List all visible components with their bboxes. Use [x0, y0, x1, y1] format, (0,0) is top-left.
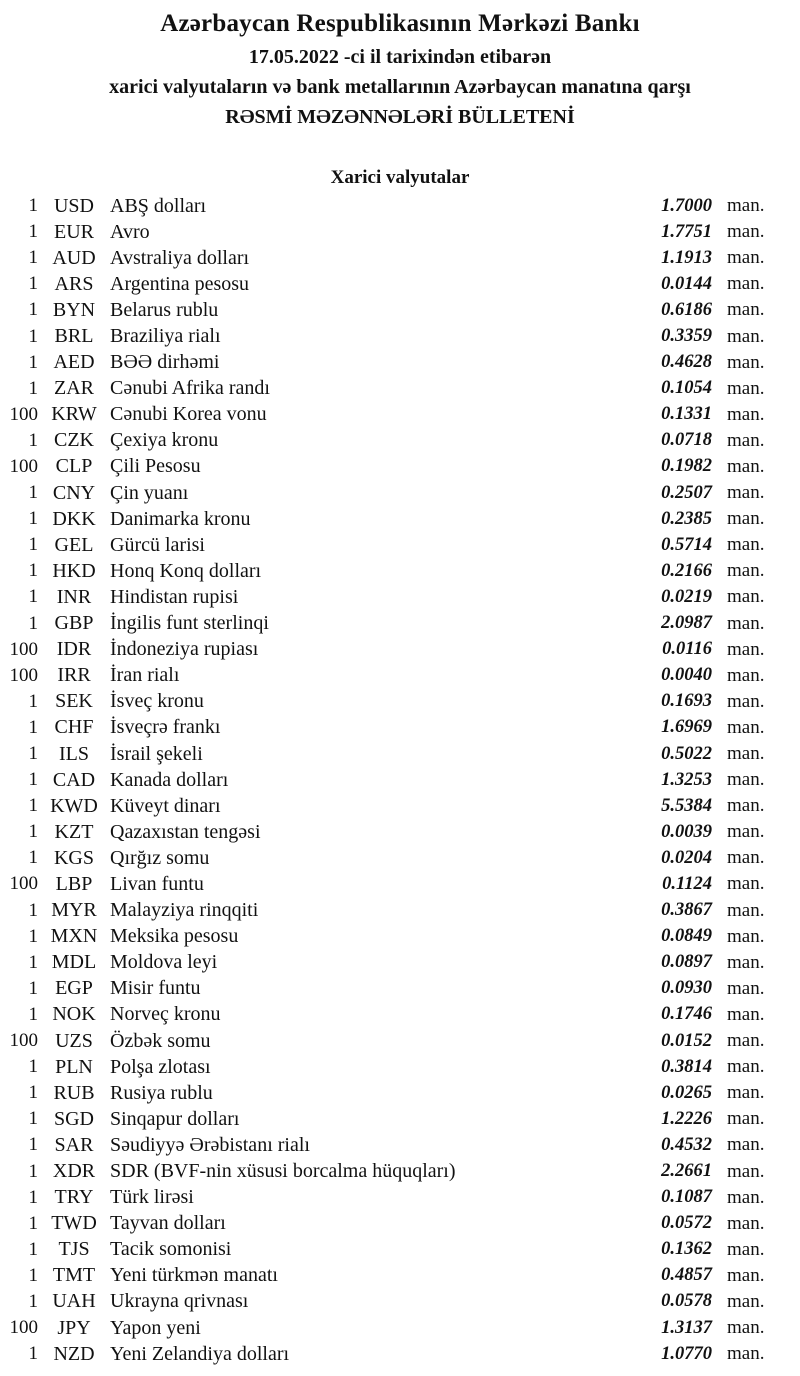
currency-code: HKD — [52, 559, 96, 582]
quantity: 1 — [28, 977, 38, 999]
rate-unit: man. — [727, 325, 765, 347]
rates-table — [0, 193, 800, 1367]
rate-row — [0, 689, 800, 715]
currency-name: Səudiyyə Ərəbistanı rialı — [110, 1133, 310, 1156]
quantity: 100 — [9, 873, 38, 895]
currency-name: İndoneziya rupiası — [110, 638, 259, 661]
rate-row — [0, 871, 800, 897]
rate-value: 0.0116 — [662, 639, 712, 660]
rate-unit: man. — [727, 1082, 765, 1104]
quantity: 1 — [28, 847, 38, 869]
currency-name: Türk lirəsi — [110, 1186, 194, 1209]
quantity: 1 — [28, 429, 38, 451]
rate-value: 1.7751 — [661, 221, 712, 242]
section-title-foreign-currencies: Xarici valyutalar — [330, 167, 470, 188]
rate-row — [0, 611, 800, 637]
rate-value: 0.1982 — [661, 456, 712, 477]
rate-row — [0, 1341, 800, 1367]
quantity: 1 — [28, 716, 38, 738]
currency-name: SDR (BVF-nin xüsusi borcalma hüquqları) — [110, 1160, 456, 1183]
rate-row — [0, 350, 800, 376]
rate-value: 0.0897 — [661, 952, 712, 973]
rate-value: 0.1124 — [662, 873, 712, 894]
quantity: 1 — [28, 821, 38, 843]
rate-unit: man. — [727, 1160, 765, 1182]
currency-code: ILS — [59, 742, 89, 765]
quantity: 1 — [28, 1160, 38, 1182]
subject-line: xarici valyutaların və bank metallarının Azərbaycan manatına qarşı — [109, 76, 691, 98]
rate-unit: man. — [727, 664, 765, 686]
quantity: 1 — [28, 1212, 38, 1234]
quantity: 1 — [28, 247, 38, 269]
currency-code: UAH — [52, 1290, 96, 1313]
rate-row — [0, 584, 800, 610]
currency-name: Sinqapur dolları — [110, 1107, 240, 1130]
rate-value: 0.4532 — [661, 1134, 712, 1155]
rate-unit: man. — [727, 351, 765, 373]
quantity: 1 — [28, 1003, 38, 1025]
rate-row — [0, 1158, 800, 1184]
currency-code: TMT — [52, 1264, 96, 1287]
quantity: 100 — [9, 664, 38, 686]
rate-value: 1.6969 — [661, 717, 712, 738]
rate-value: 2.2661 — [661, 1161, 712, 1182]
rate-value: 0.0572 — [661, 1213, 712, 1234]
currency-code: NOK — [52, 1003, 96, 1026]
currency-code: TJS — [58, 1238, 90, 1261]
quantity: 1 — [28, 690, 38, 712]
currency-name: Meksika pesosu — [110, 925, 239, 948]
rate-row — [0, 376, 800, 402]
currency-code: CLP — [55, 455, 93, 478]
currency-name: Argentina pesosu — [110, 272, 250, 295]
rate-row — [0, 1028, 800, 1054]
rate-value: 0.1693 — [661, 691, 712, 712]
rate-value: 0.1331 — [661, 404, 712, 425]
rate-row — [0, 193, 800, 219]
rate-row — [0, 219, 800, 245]
rate-unit: man. — [727, 1238, 765, 1260]
quantity: 1 — [28, 325, 38, 347]
currency-code: INR — [56, 585, 92, 608]
currency-name: Tacik somonisi — [110, 1238, 232, 1261]
quantity: 1 — [28, 1343, 38, 1365]
rate-value: 0.6186 — [661, 299, 712, 320]
currency-code: LBP — [55, 872, 93, 895]
rate-value: 0.3867 — [661, 900, 712, 921]
currency-code: CZK — [54, 429, 94, 452]
currency-code: XDR — [52, 1160, 96, 1183]
rate-value: 0.5022 — [661, 743, 712, 764]
rate-value: 0.0849 — [661, 926, 712, 947]
rate-row — [0, 663, 800, 689]
rate-unit: man. — [727, 482, 765, 504]
rate-row — [0, 767, 800, 793]
rate-row — [0, 845, 800, 871]
currency-name: Çexiya kronu — [110, 429, 219, 452]
currency-code: AED — [53, 351, 95, 374]
currency-code: EUR — [54, 220, 94, 243]
currency-name: Yeni Zelandiya dolları — [110, 1342, 290, 1365]
rate-unit: man. — [727, 195, 765, 217]
currency-name: Çin yuanı — [110, 481, 189, 504]
rate-unit: man. — [727, 847, 765, 869]
quantity: 1 — [28, 534, 38, 556]
rate-row — [0, 1263, 800, 1289]
currency-name: Norveç kronu — [110, 1003, 221, 1026]
currency-code: KGS — [53, 846, 94, 869]
currency-name: Ukrayna qrivnası — [110, 1290, 249, 1313]
currency-code: MYR — [51, 899, 97, 922]
rate-unit: man. — [727, 403, 765, 425]
quantity: 1 — [28, 221, 38, 243]
rate-row — [0, 924, 800, 950]
currency-code: BYN — [52, 298, 96, 321]
currency-code: CHF — [54, 716, 94, 739]
currency-code: ZAR — [54, 377, 94, 400]
currency-name: Yeni türkmən manatı — [110, 1264, 278, 1287]
currency-name: Özbək somu — [110, 1029, 211, 1052]
rate-unit: man. — [727, 299, 765, 321]
rate-value: 0.0204 — [661, 847, 712, 868]
currency-name: Çili Pesosu — [110, 455, 201, 478]
quantity: 100 — [9, 1030, 38, 1052]
rate-value: 1.1913 — [661, 247, 712, 268]
rate-unit: man. — [727, 1264, 765, 1286]
quantity: 100 — [9, 403, 38, 425]
currency-name: Rusiya rublu — [110, 1081, 213, 1104]
currency-code: PLN — [55, 1055, 93, 1078]
quantity: 1 — [28, 273, 38, 295]
quantity: 1 — [28, 377, 38, 399]
rate-value: 0.0265 — [661, 1082, 712, 1103]
quantity: 1 — [28, 1264, 38, 1286]
quantity: 1 — [28, 586, 38, 608]
currency-code: RUB — [53, 1081, 95, 1104]
rate-unit: man. — [727, 534, 765, 556]
currency-code: SGD — [53, 1107, 94, 1130]
rate-unit: man. — [727, 977, 765, 999]
rate-unit: man. — [727, 560, 765, 582]
quantity: 100 — [9, 638, 38, 660]
rate-row — [0, 532, 800, 558]
rate-row — [0, 741, 800, 767]
quantity: 1 — [28, 1238, 38, 1260]
currency-name: Gürcü larisi — [110, 533, 205, 556]
rate-unit: man. — [727, 873, 765, 895]
quantity: 1 — [28, 1056, 38, 1078]
rate-value: 1.3137 — [661, 1317, 712, 1338]
rate-row — [0, 480, 800, 506]
currency-code: KZT — [54, 820, 94, 843]
rate-unit: man. — [727, 1030, 765, 1052]
rate-value: 1.2226 — [661, 1108, 712, 1129]
rate-unit: man. — [727, 273, 765, 295]
rate-row — [0, 506, 800, 532]
currency-code: CAD — [52, 768, 96, 791]
rate-value: 0.0930 — [661, 978, 712, 999]
rate-value: 0.3814 — [661, 1056, 712, 1077]
rate-value: 0.1087 — [661, 1187, 712, 1208]
currency-name: İsveç kronu — [110, 690, 204, 713]
currency-name: Hindistan rupisi — [110, 585, 239, 608]
quantity: 1 — [28, 769, 38, 791]
rate-row — [0, 1002, 800, 1028]
currency-name: İsrail şekeli — [110, 742, 203, 765]
quantity: 1 — [28, 482, 38, 504]
effective-date-line: 17.05.2022 -ci il tarixindən etibarən — [248, 46, 552, 68]
rate-unit: man. — [727, 586, 765, 608]
currency-name: Misir funtu — [110, 977, 201, 1000]
currency-name: ABŞ dolları — [110, 194, 207, 217]
rate-row — [0, 715, 800, 741]
currency-code: SAR — [54, 1133, 94, 1156]
rate-row — [0, 1237, 800, 1263]
quantity: 1 — [28, 899, 38, 921]
rate-value: 0.1746 — [661, 1004, 712, 1025]
currency-name: Honq Konq dolları — [110, 559, 262, 582]
rate-unit: man. — [727, 1290, 765, 1312]
rate-value: 5.5384 — [661, 795, 712, 816]
currency-code: KWD — [50, 794, 98, 817]
quantity: 1 — [28, 508, 38, 530]
rate-value: 1.7000 — [661, 195, 712, 216]
rate-value: 0.0578 — [661, 1291, 712, 1312]
currency-name: Qırğız somu — [110, 846, 210, 869]
rate-row — [0, 1106, 800, 1132]
rate-row — [0, 454, 800, 480]
currency-code: IRR — [57, 664, 91, 687]
rate-row — [0, 1315, 800, 1341]
rate-value: 0.2166 — [661, 560, 712, 581]
rate-row — [0, 1211, 800, 1237]
rate-value: 1.0770 — [661, 1343, 712, 1364]
currency-name: Küveyt dinarı — [110, 794, 221, 817]
currency-code: GEL — [54, 533, 94, 556]
rate-row — [0, 976, 800, 1002]
rate-value: 0.0040 — [661, 665, 712, 686]
currency-name: Avstraliya dolları — [110, 246, 250, 269]
rate-unit: man. — [727, 925, 765, 947]
currency-name: Avro — [110, 220, 150, 243]
rate-unit: man. — [727, 612, 765, 634]
currency-code: JPY — [57, 1316, 91, 1339]
quantity: 1 — [28, 195, 38, 217]
quantity: 1 — [28, 351, 38, 373]
quantity: 1 — [28, 743, 38, 765]
currency-name: Livan funtu — [110, 872, 204, 895]
rate-row — [0, 1185, 800, 1211]
currency-code: NZD — [53, 1342, 95, 1365]
rate-unit: man. — [727, 1108, 765, 1130]
rate-value: 0.0152 — [661, 1030, 712, 1051]
currency-code: UZS — [55, 1029, 93, 1052]
rate-value: 0.0219 — [661, 586, 712, 607]
currency-code: MDL — [51, 951, 97, 974]
rate-value: 0.4628 — [661, 352, 712, 373]
currency-name: Cənubi Korea vonu — [110, 403, 267, 426]
rate-value: 0.4857 — [661, 1265, 712, 1286]
rate-value: 0.0718 — [661, 430, 712, 451]
quantity: 1 — [28, 951, 38, 973]
quantity: 1 — [28, 299, 38, 321]
bank-title: Azərbaycan Respublikasının Mərkəzi Bankı — [160, 10, 640, 37]
rate-unit: man. — [727, 1003, 765, 1025]
rate-value: 0.3359 — [661, 326, 712, 347]
rate-unit: man. — [727, 1056, 765, 1078]
rate-row — [0, 558, 800, 584]
rate-row — [0, 898, 800, 924]
rate-value: 1.3253 — [661, 769, 712, 790]
currency-name: BƏƏ dirhəmi — [110, 351, 220, 374]
currency-code: GBP — [54, 612, 94, 635]
currency-name: Tayvan dolları — [110, 1212, 226, 1235]
currency-code: ARS — [54, 272, 94, 295]
rate-unit: man. — [727, 951, 765, 973]
rate-unit: man. — [727, 247, 765, 269]
rate-unit: man. — [727, 690, 765, 712]
rate-unit: man. — [727, 821, 765, 843]
rate-unit: man. — [727, 1186, 765, 1208]
rate-value: 0.1054 — [661, 378, 712, 399]
rate-row — [0, 950, 800, 976]
rate-unit: man. — [727, 1212, 765, 1234]
currency-code: BRL — [54, 325, 94, 348]
bulletin-title: RƏSMİ MƏZƏNNƏLƏRİ BÜLLETENİ — [225, 106, 575, 128]
currency-code: SEK — [55, 690, 93, 713]
rate-unit: man. — [727, 429, 765, 451]
rate-row — [0, 271, 800, 297]
quantity: 1 — [28, 795, 38, 817]
currency-name: Malayziya rinqqiti — [110, 899, 259, 922]
rate-row — [0, 245, 800, 271]
rate-unit: man. — [727, 1134, 765, 1156]
rate-row — [0, 793, 800, 819]
rate-unit: man. — [727, 1343, 765, 1365]
rate-row — [0, 402, 800, 428]
quantity: 1 — [28, 1108, 38, 1130]
currency-code: KRW — [51, 403, 97, 426]
currency-name: Qazaxıstan tengəsi — [110, 820, 261, 843]
currency-name: Polşa zlotası — [110, 1055, 211, 1078]
rate-row — [0, 1289, 800, 1315]
rate-value: 2.0987 — [661, 613, 712, 634]
rate-unit: man. — [727, 795, 765, 817]
currency-name: İngilis funt sterlinqi — [110, 612, 269, 635]
currency-code: CNY — [52, 481, 96, 504]
rate-value: 0.2385 — [661, 508, 712, 529]
currency-code: EGP — [55, 977, 93, 1000]
rate-value: 0.5714 — [661, 534, 712, 555]
rate-unit: man. — [727, 221, 765, 243]
rate-value: 0.0039 — [661, 821, 712, 842]
currency-name: Belarus rublu — [110, 298, 219, 321]
currency-name: Braziliya rialı — [110, 325, 221, 348]
quantity: 1 — [28, 925, 38, 947]
currency-name: Yapon yeni — [110, 1316, 201, 1339]
quantity: 1 — [28, 560, 38, 582]
rate-unit: man. — [727, 377, 765, 399]
quantity: 1 — [28, 1186, 38, 1208]
rate-value: 0.1362 — [661, 1239, 712, 1260]
rate-row — [0, 819, 800, 845]
currency-code: TWD — [51, 1212, 97, 1235]
currency-code: USD — [53, 194, 94, 217]
rate-row — [0, 1080, 800, 1106]
currency-name: Kanada dolları — [110, 768, 229, 791]
currency-name: İsveçrə frankı — [110, 716, 221, 739]
rate-unit: man. — [727, 638, 765, 660]
currency-code: DKK — [52, 507, 96, 530]
currency-name: Moldova leyi — [110, 951, 218, 974]
quantity: 100 — [9, 455, 38, 477]
quantity: 1 — [28, 1134, 38, 1156]
rate-row — [0, 428, 800, 454]
currency-name: Danimarka kronu — [110, 507, 251, 530]
currency-code: AUD — [52, 246, 96, 269]
currency-name: İran rialı — [110, 664, 180, 687]
rate-unit: man. — [727, 769, 765, 791]
currency-code: TRY — [54, 1186, 94, 1209]
quantity: 1 — [28, 1290, 38, 1312]
quantity: 1 — [28, 612, 38, 634]
rate-row — [0, 297, 800, 323]
currency-code: MXN — [50, 925, 98, 948]
rate-unit: man. — [727, 899, 765, 921]
rate-unit: man. — [727, 743, 765, 765]
rate-unit: man. — [727, 508, 765, 530]
bulletin-header — [0, 0, 800, 132]
rate-row — [0, 323, 800, 349]
quantity: 1 — [28, 1082, 38, 1104]
rate-row — [0, 1054, 800, 1080]
rate-row — [0, 1132, 800, 1158]
rate-unit: man. — [727, 716, 765, 738]
rate-value: 0.0144 — [661, 273, 712, 294]
currency-name: Cənubi Afrika randı — [110, 377, 270, 400]
currency-code: IDR — [56, 638, 92, 661]
rate-unit: man. — [727, 455, 765, 477]
rate-unit: man. — [727, 1317, 765, 1339]
rate-value: 0.2507 — [661, 482, 712, 503]
rate-row — [0, 637, 800, 663]
quantity: 100 — [9, 1317, 38, 1339]
